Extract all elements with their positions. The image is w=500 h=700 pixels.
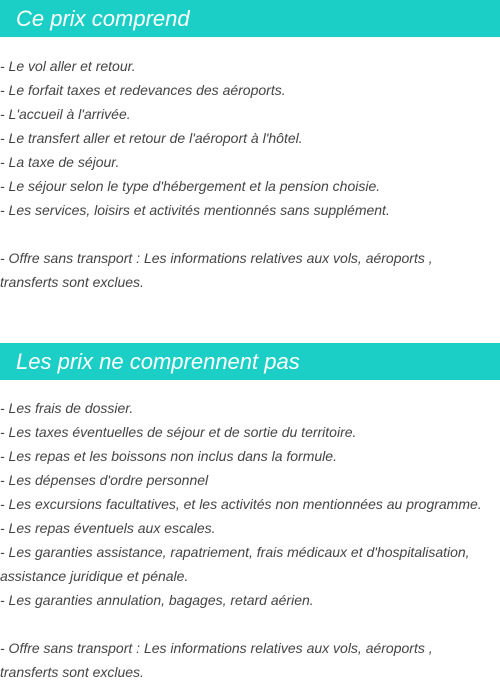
excluded-header xyxy=(0,343,500,380)
excluded-list xyxy=(0,380,500,684)
included-title: Ce prix comprend xyxy=(16,6,190,31)
included-note-line-1: - Offre sans transport : Les informations relatives aux vols, aéroports , xyxy=(0,250,433,266)
included-item: - Les services, loisirs et activités mentionnés sans supplément. xyxy=(0,202,390,218)
excluded-item: - Les dépenses d'ordre personnel xyxy=(0,472,209,488)
spacer xyxy=(0,222,500,246)
included-item: - Le séjour selon le type d'hébergement et la pension choisie. xyxy=(0,178,381,194)
included-item: - L'accueil à l'arrivée. xyxy=(0,106,131,122)
excluded-title: Les prix ne comprennent pas xyxy=(16,349,300,374)
excluded-item-continued: assistance juridique et pénale. xyxy=(0,568,189,584)
included-item: - La taxe de séjour. xyxy=(0,154,120,170)
excluded-note-line-2: transferts sont exclues. xyxy=(0,664,144,680)
included-item: - Le transfert aller et retour de l'aéroport à l'hôtel. xyxy=(0,130,303,146)
included-section xyxy=(0,0,500,294)
excluded-item: - Les taxes éventuelles de séjour et de sortie du territoire. xyxy=(0,424,357,440)
excluded-item: - Les garanties assistance, rapatriement, frais médicaux et d'hospitalisation, xyxy=(0,544,470,560)
excluded-item: - Les repas éventuels aux escales. xyxy=(0,520,216,536)
included-item: - Le forfait taxes et redevances des aéroports. xyxy=(0,82,286,98)
included-item: - Le vol aller et retour. xyxy=(0,58,136,74)
included-list xyxy=(0,37,500,294)
included-note-line-2: transferts sont exclues. xyxy=(0,274,144,290)
excluded-note-line-1: - Offre sans transport : Les informations relatives aux vols, aéroports , xyxy=(0,640,433,656)
excluded-item: - Les repas et les boissons non inclus dans la formule. xyxy=(0,448,337,464)
excluded-item: - Les excursions facultatives, et les activités non mentionnées au programme. xyxy=(0,496,482,512)
excluded-item: - Les frais de dossier. xyxy=(0,400,134,416)
excluded-item: - Les garanties annulation, bagages, retard aérien. xyxy=(0,592,314,608)
included-header xyxy=(0,0,500,37)
spacer xyxy=(0,612,500,636)
excluded-section xyxy=(0,343,500,684)
